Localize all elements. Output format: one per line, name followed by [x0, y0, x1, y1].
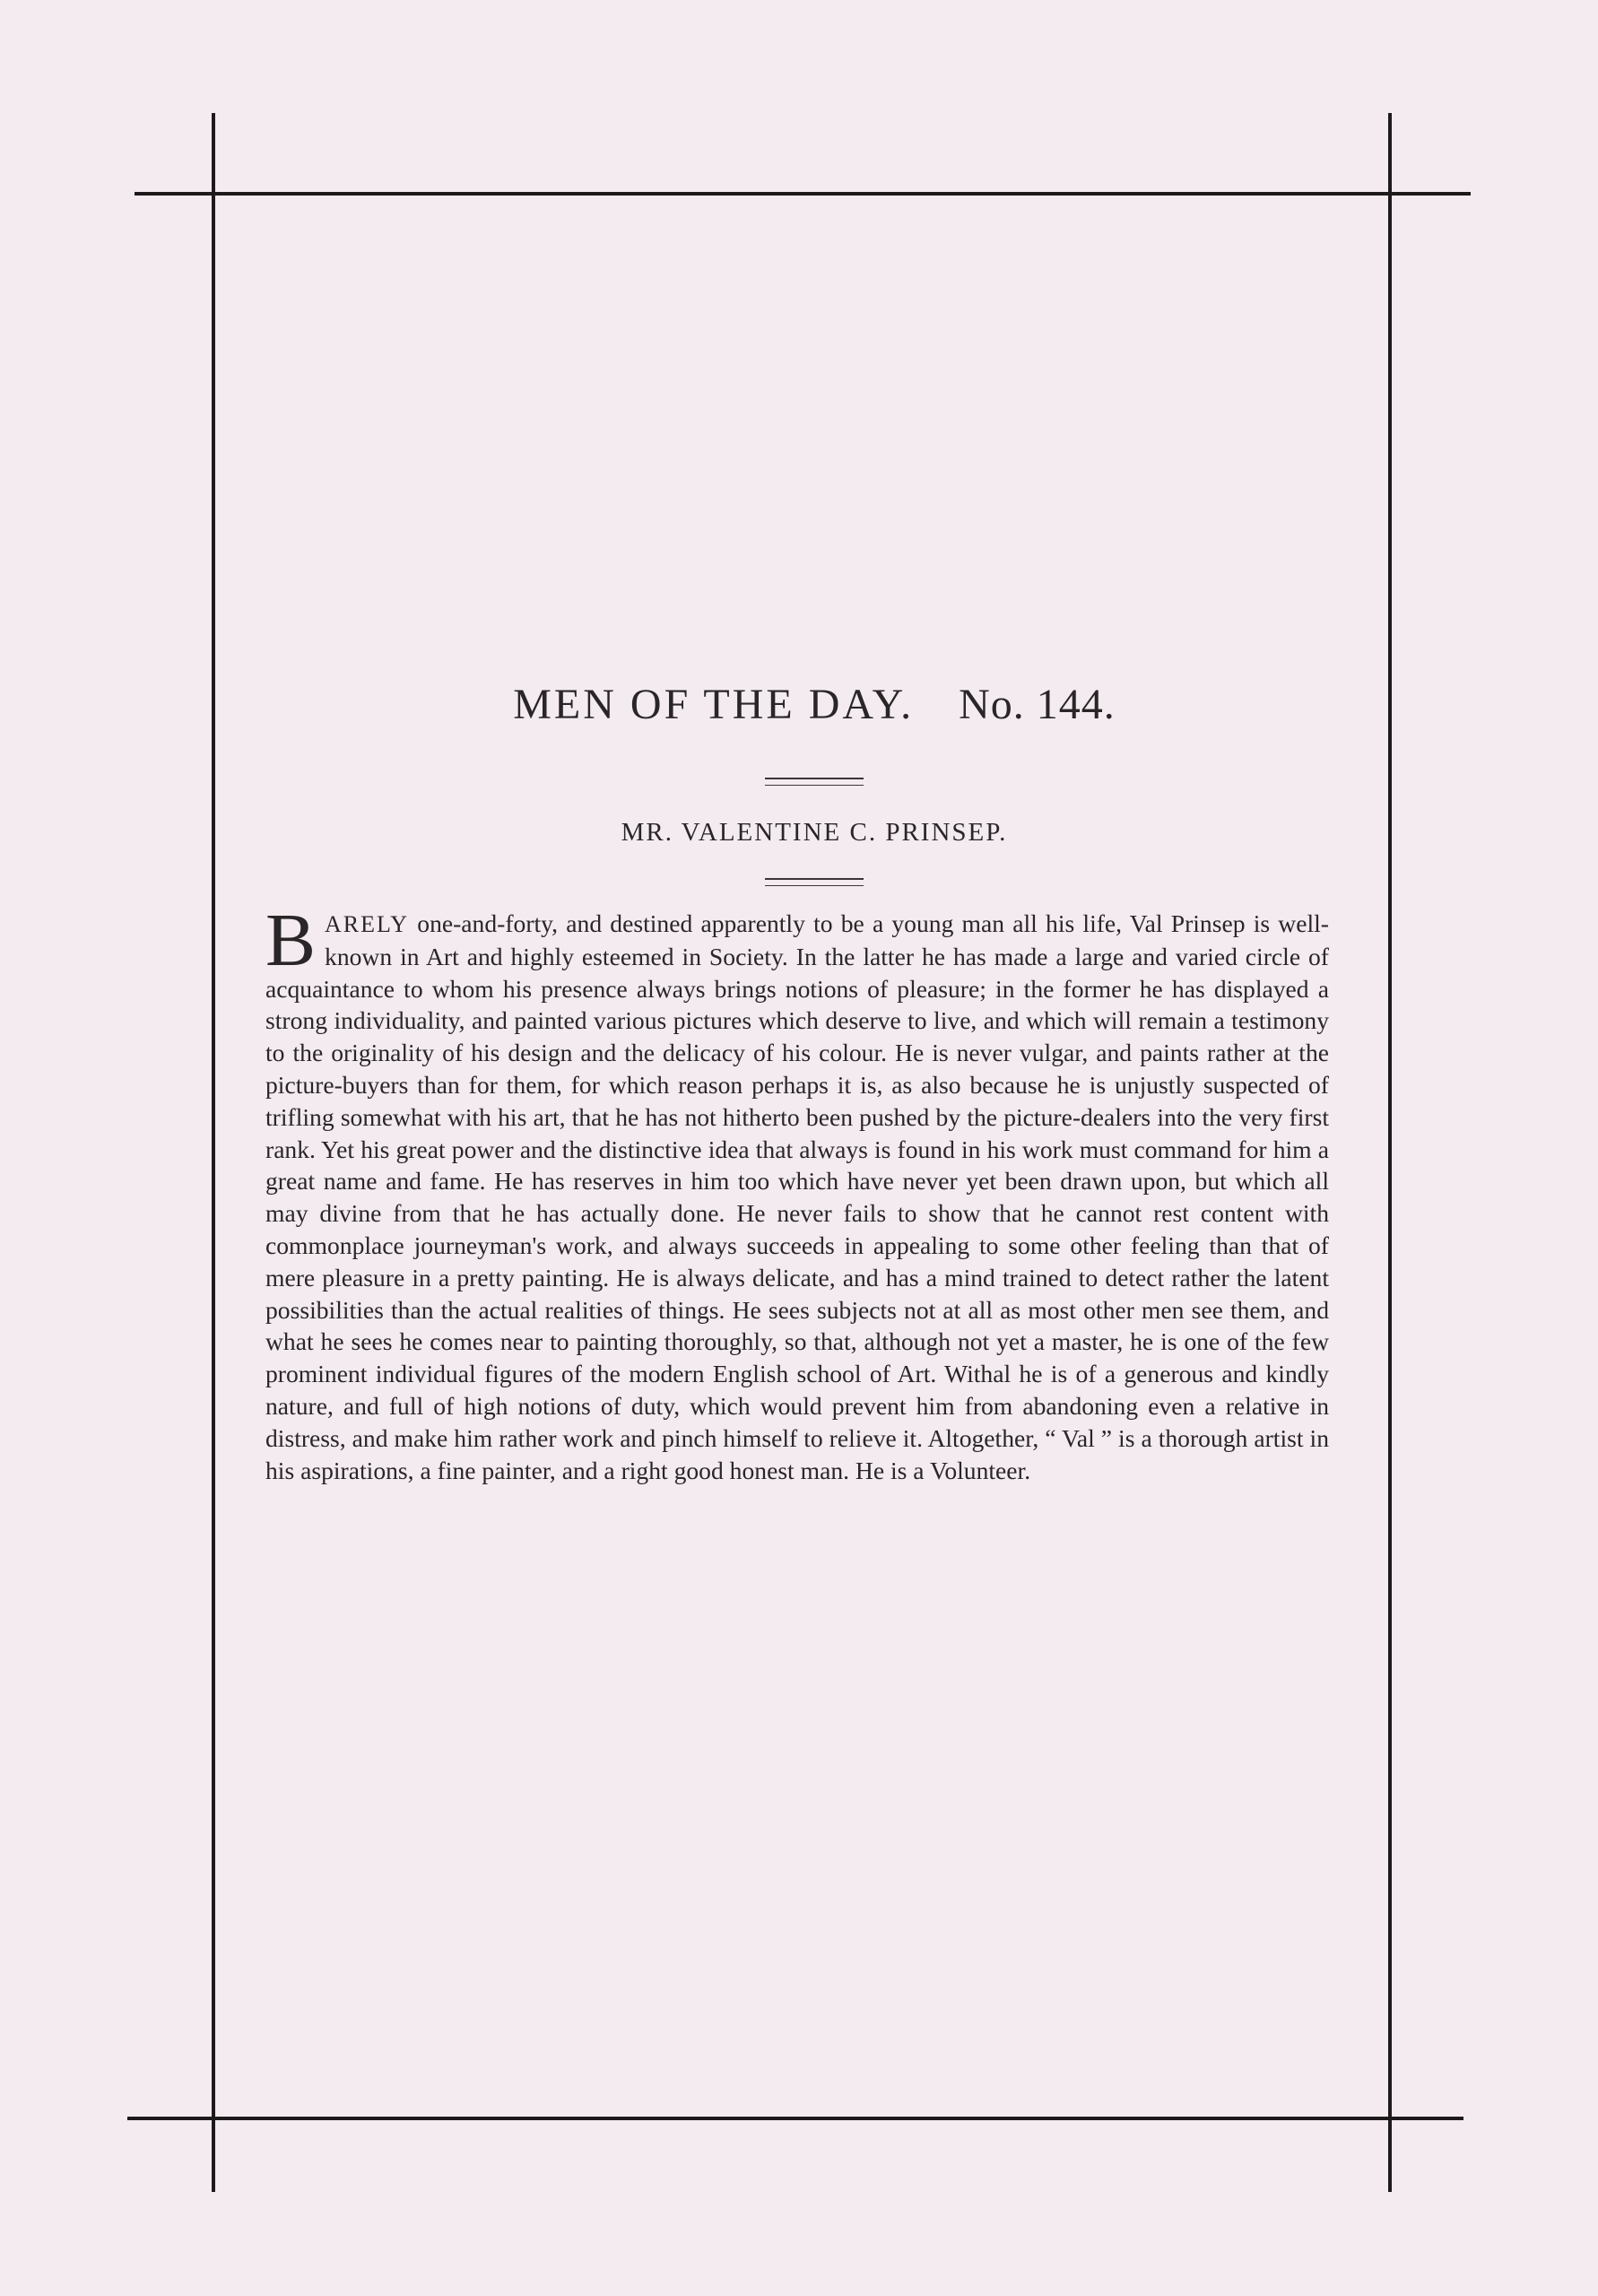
subject-name: MR. VALENTINE C. PRINSEP. — [621, 818, 1008, 847]
article-text: one-and-forty, and destined apparently to be a young man all his life, Val Prinsep is well-known in Art and highly esteemed in Society. In the latter he has made a large and varied circle of acquaintance to whom his presence always brings notions of pleasure; in the former he has displayed a strong individuality, and painted various pictures which deserve to live, and which will remain a testimony to the originality of his design and the delicacy of his colour. He is never vulgar, and paints rather at the picture-buyers than for them, for which reason perhaps it is, as also because he is unjustly suspected of trifling somewhat with his art, that he has not hitherto been pushed by the picture-dealers into the very first rank. Yet his great power and the distinctive idea that always is found in his work must command for him a great name and fame. He has reserves in him too which have never yet been drawn upon, but which all may divine from that he has actually done. He never fails to show that he cannot rest content with commonplace journeyman's work, and always succeeds in appealing to some other feeling than that of mere pleasure in a pretty painting. He is always delicate, and has a mind trained to detect rather the latent possibilities than the actual realities of things. He sees subjects not at all as most other men see them, and what he sees he comes near to painting thoroughly, so that, although not yet a master, he is one of the few prominent individual figures of the modern English school of Art. Withal he is of a generous and kindly nature, and full of high notions of duty, which would prevent him from abandoning even a relative in distress, and make him rather work and pinch himself to relieve it. Altogether, “ Val ” is a thorough artist in his aspirations, a fine painter, and a right good honest man. He is a Volunteer. — [265, 909, 1329, 1484]
frame-top-rule — [135, 192, 1471, 196]
title-divider — [765, 778, 864, 786]
title-text: MEN OF THE DAY. — [513, 681, 915, 728]
frame-right-rule — [1388, 113, 1392, 2192]
frame-left-rule — [212, 113, 215, 2192]
page-title — [213, 680, 1415, 729]
subject-divider — [765, 878, 864, 886]
title-block — [213, 680, 1415, 886]
frame-bottom-rule — [127, 2117, 1463, 2120]
drop-cap: B — [265, 899, 317, 982]
lead-word: ARELY — [325, 911, 410, 937]
article-body — [265, 899, 1329, 1486]
issue-number: No. 144. — [959, 681, 1116, 728]
